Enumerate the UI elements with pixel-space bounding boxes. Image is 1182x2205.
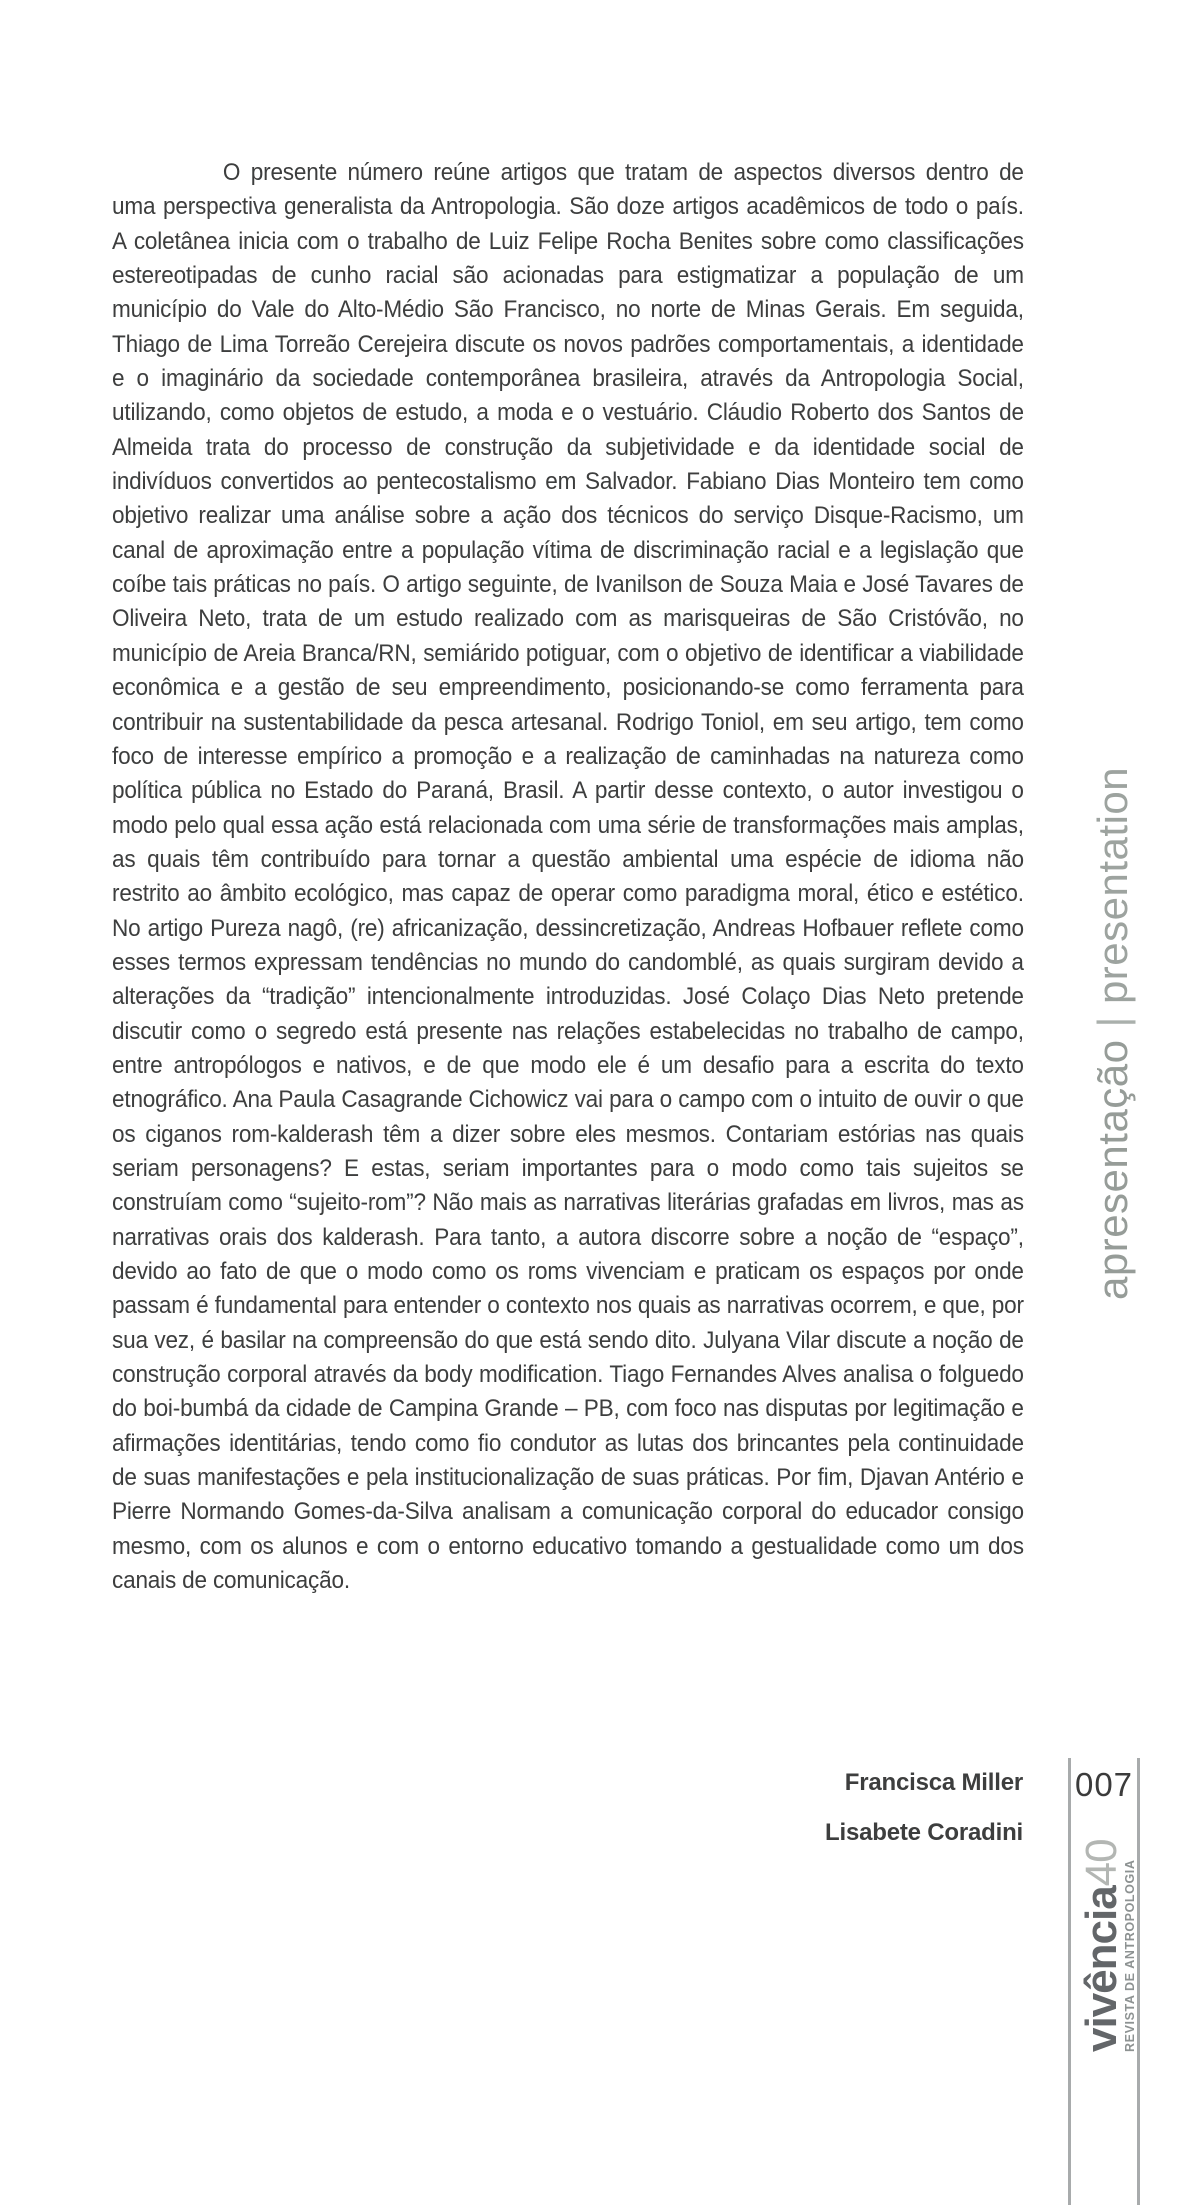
page-number: 007 bbox=[1074, 1766, 1134, 1803]
signature-author-2: Lisabete Coradini bbox=[825, 1819, 1023, 1846]
signature-author-1: Francisca Miller bbox=[844, 1769, 1023, 1796]
journal-logo-wordmark bbox=[1077, 1839, 1127, 2052]
journal-logo-tagline: REVISTA DE ANTROPOLOGIA bbox=[1123, 1859, 1137, 2052]
section-label-separator: | bbox=[1089, 1016, 1136, 1028]
section-label-portuguese: apresentação bbox=[1089, 1039, 1136, 1300]
folio-rule-right bbox=[1137, 1758, 1140, 2205]
journal-logo bbox=[1077, 1839, 1137, 2052]
section-label-english: presentation bbox=[1089, 766, 1136, 1005]
journal-logo-name: vivência bbox=[1077, 1886, 1126, 2052]
section-label-vertical bbox=[1085, 766, 1141, 1300]
folio-rule-left bbox=[1068, 1758, 1071, 2205]
journal-logo-issue-number: 40 bbox=[1077, 1839, 1126, 1887]
main-text-column bbox=[112, 156, 1024, 1598]
presentation-paragraph: O presente número reúne artigos que tratam de aspectos diversos dentro de uma perspectiva generalista da Antropologia. São doze artigos acadêmicos de todo o país. A coletânea inicia com o trabalho de Luiz Felipe Rocha Benites sobre como classificações estereotipadas de cunho racial são acionadas para estigmatizar a população de um município do Vale do Alto-Médio São Francisco, no norte de Minas Gerais. Em seguida, Thiago de Lima Torreão Cerejeira discute os novos padrões comportamentais, a identidade e o imaginário da sociedade contemporânea brasileira, através da Antropologia Social, utilizando, como objetos de estudo, a moda e o vestuário. Cláudio Roberto dos Santos de Almeida trata do processo de construção da subjetividade e da identidade social de indivíduos convertidos ao pentecostalismo em Salvador. Fabiano Dias Monteiro tem como objetivo realizar uma análise sobre a ação dos técnicos do serviço Disque-Racismo, um canal de aproximação entre a população vítima de discriminação racial e a legislação que coíbe tais práticas no país. O artigo seguinte, de Ivanilson de Souza Maia e José Tavares de Oliveira Neto, trata de um estudo realizado com as marisqueiras de São Cristóvão, no município de Areia Branca/RN, semiárido potiguar, com o objetivo de identificar a viabilidade econômica e a gestão de seu empreendimento, posicionando-se como ferramenta para contribuir na sustentabilidade da pesca artesanal. Rodrigo Toniol, em seu artigo, tem como foco de interesse empírico a promoção e a realização de caminhadas na natureza como política pública no Estado do Paraná, Brasil. A partir desse contexto, o autor investigou o modo pelo qual essa ação está relacionada com uma série de transformações mais amplas, as quais têm contribuído para tornar a questão ambiental uma espécie de idioma não restrito ao âmbito ecológico, mas capaz de operar como paradigma moral, ético e estético. No artigo Pureza nagô, (re) africanização, dessincretização, Andreas Hofbauer reflete como esses termos expressam tendências no mundo do candomblé, as quais surgiram devido a alterações da “tradição” intencionalmente introduzidas. José Colaço Dias Neto pretende discutir como o segredo está presente nas relações estabelecidas no trabalho de campo, entre antropólogos e nativos, e de que modo ele é um desafio para a escrita do texto etnográfico. Ana Paula Casagrande Cichowicz vai para o campo com o intuito de ouvir o que os ciganos rom-kalderash têm a dizer sobre eles mesmos. Contariam estórias nas quais seriam personagens? E estas, seriam importantes para o modo como tais sujeitos se construíam como “sujeito-rom”? Não mais as narrativas literárias grafadas em livros, mas as narrativas orais dos kalderash. Para tanto, a autora discorre sobre a noção de “espaço”, devido ao fato de que o modo como os roms vivenciam e praticam os espaços por onde passam é fundamental para entender o contexto nos quais as narrativas ocorrem, e que, por sua vez, é basilar na compreensão do que está sendo dito. Julyana Vilar discute a noção de construção corporal através da body modification. Tiago Fernandes Alves analisa o folguedo do boi-bumbá da cidade de Campina Grande – PB, com foco nas disputas por legitimação e afirmações identitárias, tendo como fio condutor as lutas dos brincantes pela continuidade de suas manifestações e pela institucionalização de suas práticas. Por fim, Djavan Antério e Pierre Normando Gomes-da-Silva analisam a comunicação corporal do educador consigo mesmo, com os alunos e com o entorno educativo tomando a gestualidade como um dos canais de comunicação. bbox=[112, 159, 1024, 1595]
signature-block bbox=[112, 1758, 1023, 1858]
